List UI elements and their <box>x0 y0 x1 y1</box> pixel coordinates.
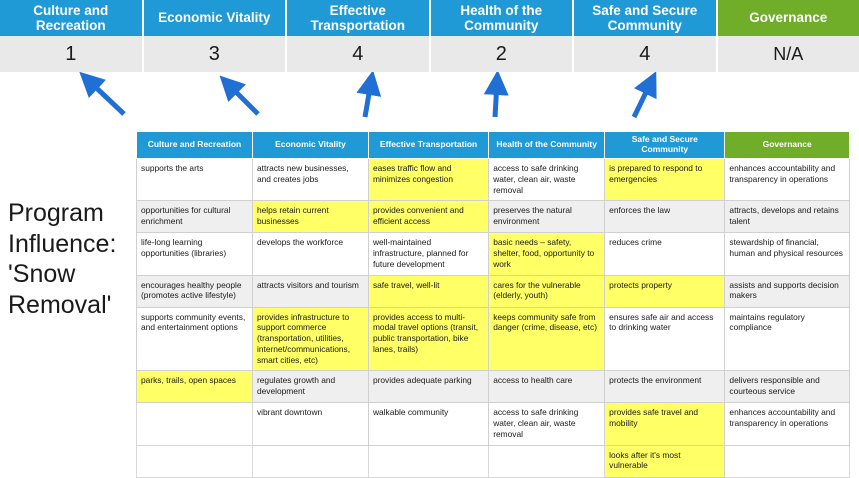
influence-matrix-table <box>136 131 850 478</box>
matrix-row <box>137 233 850 275</box>
matrix-cell: helps retain current businesses <box>252 201 368 233</box>
matrix-cell: enhances accountability and transparency in operations <box>725 159 850 201</box>
matrix-header-health-of-the-community: Health of the Community <box>489 132 605 159</box>
scorecard-header-economic-vitality <box>144 0 288 36</box>
matrix-cell <box>725 445 850 477</box>
matrix-cell: supports community events, and entertainment options <box>137 307 253 371</box>
matrix-row <box>137 159 850 201</box>
scorecard-header-label: Economic Vitality <box>158 10 270 25</box>
matrix-row <box>137 445 850 477</box>
matrix-cell: looks after it's most vulnerable <box>605 445 725 477</box>
scorecard-header-health-of-the-community <box>431 0 575 36</box>
scorecard-header-label: Culture and Recreation <box>4 3 138 33</box>
matrix-cell: provides convenient and efficient access <box>368 201 488 233</box>
matrix-row <box>137 307 850 371</box>
matrix-cell: access to safe drinking water, clean air, waste removal <box>489 403 605 445</box>
matrix-header-governance: Governance <box>725 132 850 159</box>
matrix-header-economic-vitality: Economic Vitality <box>252 132 368 159</box>
matrix-cell: access to health care <box>489 371 605 403</box>
matrix-cell: cares for the vulnerable (elderly, youth) <box>489 275 605 307</box>
score-value-economic-vitality: 3 <box>144 36 288 72</box>
matrix-cell: stewardship of financial, human and physical resources <box>725 233 850 275</box>
matrix-cell: develops the workforce <box>252 233 368 275</box>
matrix-cell: maintains regulatory compliance <box>725 307 850 371</box>
scorecard-header-row <box>0 0 859 36</box>
matrix-cell <box>137 403 253 445</box>
matrix-cell <box>252 445 368 477</box>
scorecard-header-safe-and-secure-community <box>574 0 718 36</box>
score-value-governance: N/A <box>718 36 859 72</box>
program-influence-caption <box>8 198 133 320</box>
matrix-cell <box>137 445 253 477</box>
caption-line-1: Program <box>8 198 133 229</box>
matrix-cell: preserves the natural environment <box>489 201 605 233</box>
scorecard-header-label: Governance <box>749 10 827 25</box>
influence-arrow-4 <box>495 82 497 117</box>
matrix-cell: attracts visitors and tourism <box>252 275 368 307</box>
matrix-cell: protects the environment <box>605 371 725 403</box>
matrix-cell: life-long learning opportunities (libraries) <box>137 233 253 275</box>
matrix-cell <box>368 445 488 477</box>
scorecard-header-culture-and-recreation <box>0 0 144 36</box>
matrix-header-culture-and-recreation: Culture and Recreation <box>137 132 253 159</box>
matrix-cell: vibrant downtown <box>252 403 368 445</box>
score-value-culture-and-recreation: 1 <box>0 36 144 72</box>
matrix-cell: attracts, develops and retains talent <box>725 201 850 233</box>
matrix-cell: provides access to multi-modal travel options (transit, public transportation, bike lanes, trails) <box>368 307 488 371</box>
matrix-cell: provides safe travel and mobility <box>605 403 725 445</box>
matrix-cell: keeps community safe from danger (crime, disease, etc) <box>489 307 605 371</box>
caption-line-2: Influence: <box>8 229 133 260</box>
matrix-cell: provides adequate parking <box>368 371 488 403</box>
matrix-row <box>137 371 850 403</box>
matrix-cell: protects property <box>605 275 725 307</box>
matrix-cell: ensures safe air and access to drinking water <box>605 307 725 371</box>
matrix-cell: regulates growth and development <box>252 371 368 403</box>
influence-arrow-3 <box>365 82 371 117</box>
matrix-cell: delivers responsible and courteous service <box>725 371 850 403</box>
matrix-cell: safe travel, well-lit <box>368 275 488 307</box>
scorecard-header-label: Safe and Secure Community <box>578 3 712 33</box>
caption-line-4: Removal' <box>8 290 133 321</box>
matrix-cell: attracts new businesses, and creates jobs <box>252 159 368 201</box>
matrix-cell: parks, trails, open spaces <box>137 371 253 403</box>
matrix-cell: opportunities for cultural enrichment <box>137 201 253 233</box>
influence-arrow-2 <box>228 84 258 114</box>
matrix-cell: encourages healthy people (promotes active lifestyle) <box>137 275 253 307</box>
scorecard-header-effective-transportation <box>287 0 431 36</box>
influence-arrow-5 <box>634 82 651 117</box>
matrix-cell: access to safe drinking water, clean air, waste removal <box>489 159 605 201</box>
matrix-cell: is prepared to respond to emergencies <box>605 159 725 201</box>
matrix-cell: basic needs – safety, shelter, food, opportunity to work <box>489 233 605 275</box>
score-value-effective-transportation: 4 <box>287 36 431 72</box>
score-value-safe-and-secure-community: 4 <box>574 36 718 72</box>
matrix-row <box>137 403 850 445</box>
matrix-cell: eases traffic flow and minimizes congestion <box>368 159 488 201</box>
matrix-cell: reduces crime <box>605 233 725 275</box>
scorecard-header-label: Health of the Community <box>435 3 569 33</box>
matrix-header-effective-transportation: Effective Transportation <box>368 132 488 159</box>
matrix-row <box>137 201 850 233</box>
matrix-cell: walkable community <box>368 403 488 445</box>
matrix-cell: assists and supports decision makers <box>725 275 850 307</box>
scorecard-header-governance <box>718 0 859 36</box>
matrix-row <box>137 275 850 307</box>
matrix-cell: well-maintained infrastructure, planned for future development <box>368 233 488 275</box>
arrow-layer <box>0 72 859 132</box>
caption-line-3: 'Snow <box>8 259 133 290</box>
matrix-header-safe-and-secure-community: Safe and Secure Community <box>605 132 725 159</box>
score-value-health-of-the-community: 2 <box>431 36 575 72</box>
scorecard-header-label: Effective Transportation <box>291 3 425 33</box>
matrix-header-row <box>137 132 850 159</box>
matrix-cell: provides infrastructure to support commerce (transportation, utilities, internet/communications, smart cities, etc) <box>252 307 368 371</box>
matrix-cell: enhances accountability and transparency in operations <box>725 403 850 445</box>
scorecard-score-row <box>0 36 859 72</box>
matrix-cell: enforces the law <box>605 201 725 233</box>
influence-arrow-1 <box>88 80 124 114</box>
matrix-cell <box>489 445 605 477</box>
matrix-cell: supports the arts <box>137 159 253 201</box>
